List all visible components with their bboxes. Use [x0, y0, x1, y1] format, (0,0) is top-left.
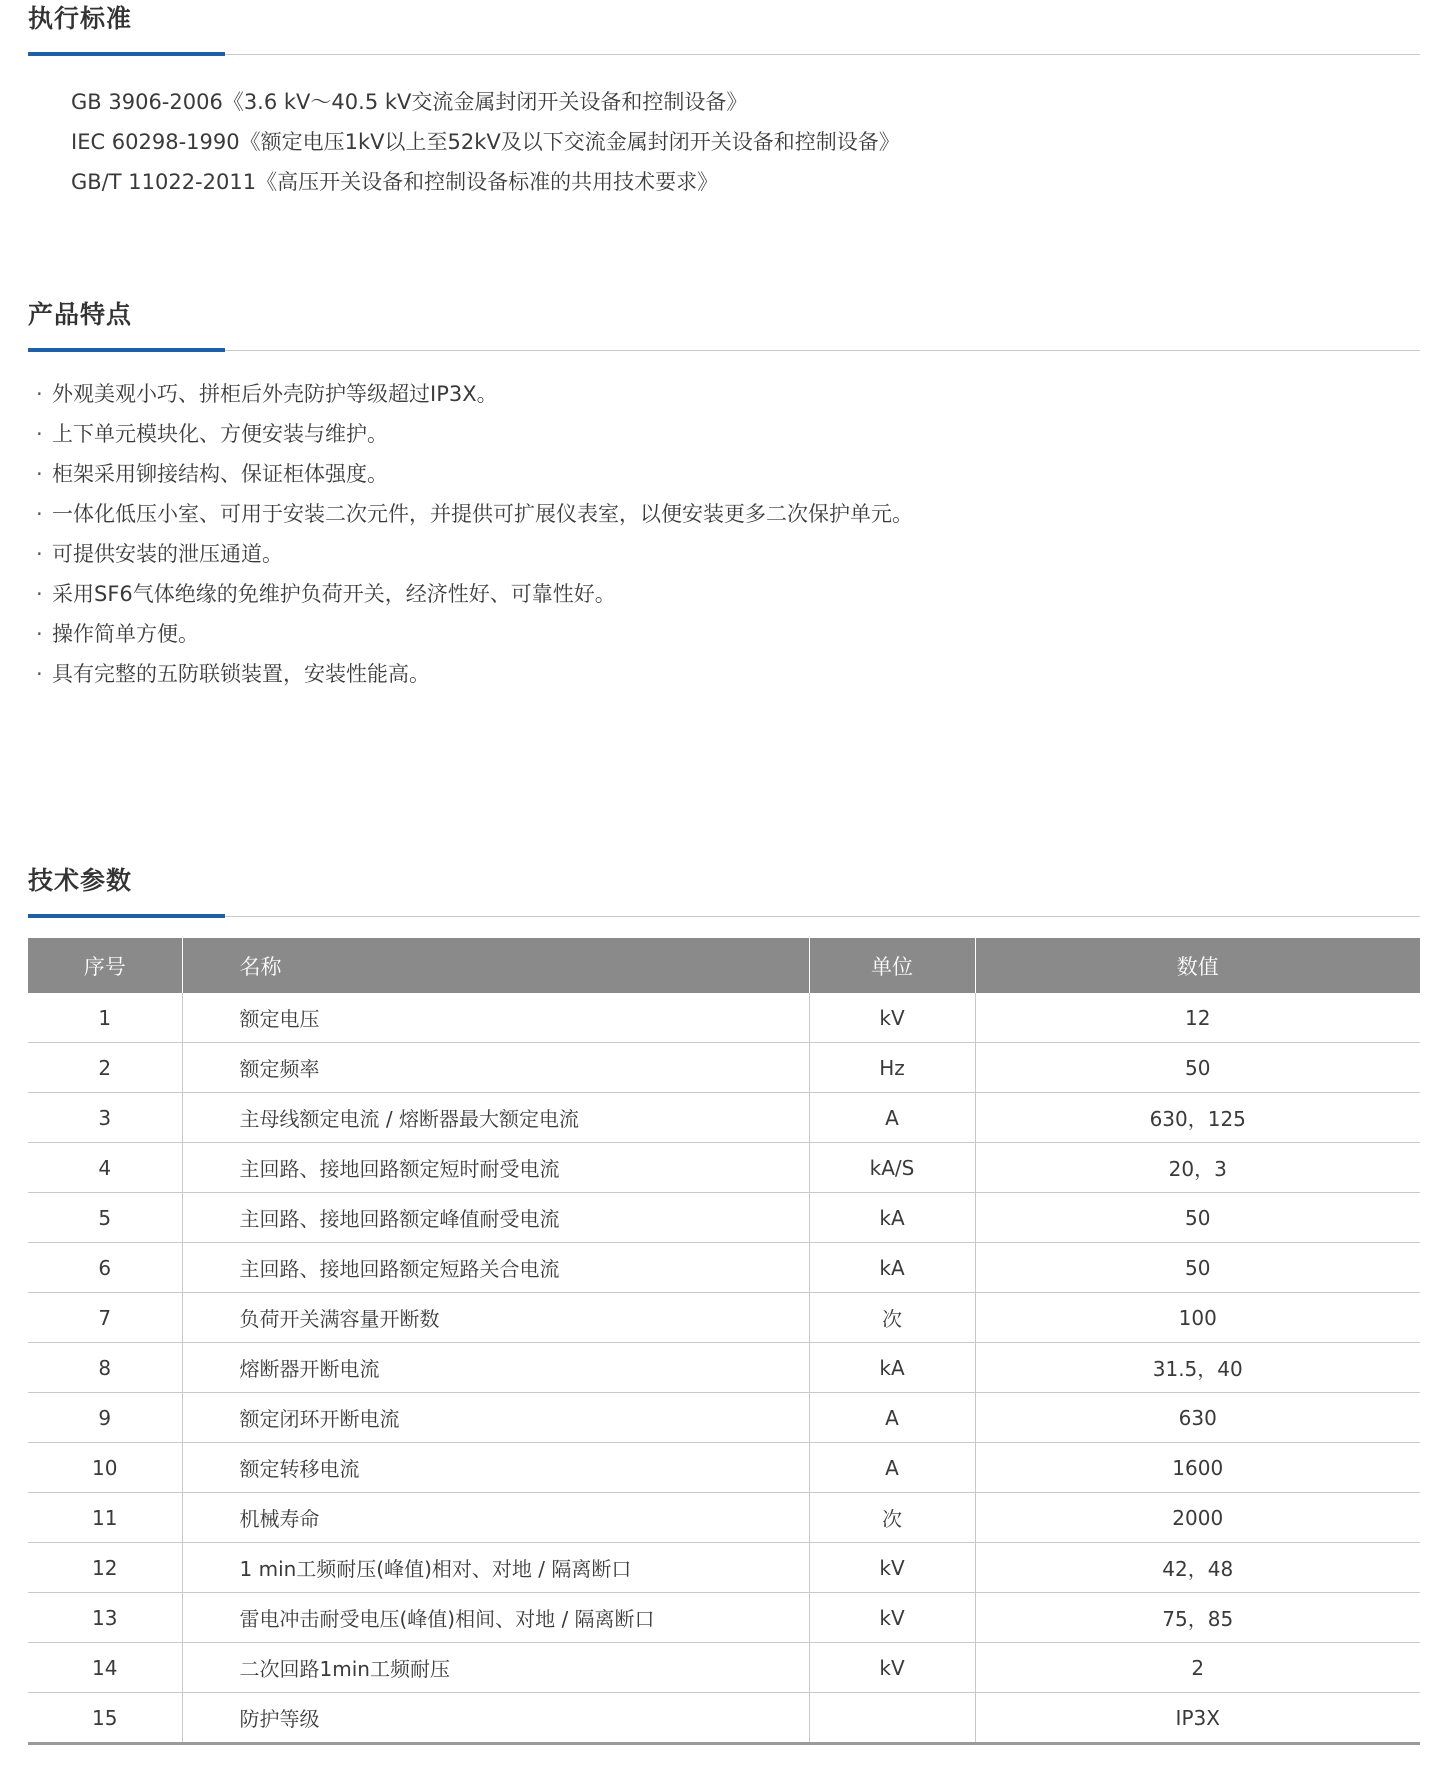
bullet-icon: ·	[36, 502, 43, 526]
cell-unit: A	[809, 1443, 975, 1493]
cell-value: 2	[975, 1643, 1420, 1693]
cell-no: 6	[28, 1243, 182, 1293]
standards-section	[28, 0, 1420, 194]
bullet-icon: ·	[36, 662, 43, 686]
cell-no: 13	[28, 1593, 182, 1643]
table-row	[28, 1193, 1420, 1243]
feature-item	[36, 614, 913, 654]
cell-name: 主母线额定电流 / 熔断器最大额定电流	[182, 1093, 809, 1143]
cell-unit: kV	[809, 1643, 975, 1693]
bullet-icon: ·	[36, 462, 43, 486]
cell-value: 50	[975, 1193, 1420, 1243]
cell-name: 防护等级	[182, 1693, 809, 1744]
feature-text: 操作简单方便。	[52, 622, 199, 646]
feature-text: 外观美观小巧、拼柜后外壳防护等级超过IP3X。	[52, 382, 498, 406]
table-row	[28, 1443, 1420, 1493]
feature-text: 上下单元模块化、方便安装与维护。	[52, 422, 388, 446]
cell-name: 额定转移电流	[182, 1443, 809, 1493]
cell-unit: kV	[809, 1593, 975, 1643]
cell-value: 2000	[975, 1493, 1420, 1543]
params-section	[28, 862, 1420, 1731]
cell-name: 机械寿命	[182, 1493, 809, 1543]
cell-unit: Hz	[809, 1043, 975, 1093]
cell-value: 75，85	[975, 1593, 1420, 1643]
table-row	[28, 1043, 1420, 1093]
features-section	[28, 296, 1420, 686]
standard-item: GB/T 11022-2011《高压开关设备和控制设备标准的共用技术要求》	[71, 170, 719, 194]
cell-unit: A	[809, 1093, 975, 1143]
cell-value: 100	[975, 1293, 1420, 1343]
cell-value: 31.5，40	[975, 1343, 1420, 1393]
cell-name: 熔断器开断电流	[182, 1343, 809, 1393]
table-row	[28, 1243, 1420, 1293]
table-row	[28, 1593, 1420, 1643]
header-no: 序号	[28, 938, 182, 993]
header-name: 名称	[182, 938, 809, 993]
cell-unit: A	[809, 1393, 975, 1443]
table-row	[28, 1643, 1420, 1693]
title-accent-bar	[28, 914, 225, 918]
cell-name: 1 min工频耐压(峰值)相对、对地 / 隔离断口	[182, 1543, 809, 1593]
feature-item	[36, 454, 913, 494]
cell-name: 主回路、接地回路额定短时耐受电流	[182, 1143, 809, 1193]
table-row	[28, 993, 1420, 1043]
cell-no: 7	[28, 1293, 182, 1343]
feature-item	[36, 654, 913, 694]
cell-value: IP3X	[975, 1693, 1420, 1744]
cell-name: 主回路、接地回路额定峰值耐受电流	[182, 1193, 809, 1243]
features-list	[36, 374, 913, 694]
table-row	[28, 1393, 1420, 1443]
cell-no: 8	[28, 1343, 182, 1393]
cell-value: 42，48	[975, 1543, 1420, 1593]
standard-item: GB 3906-2006《3.6 kV～40.5 kV交流金属封闭开关设备和控制设备》	[71, 90, 748, 114]
cell-no: 5	[28, 1193, 182, 1243]
bullet-icon: ·	[36, 542, 43, 566]
cell-value: 1600	[975, 1443, 1420, 1493]
cell-name: 额定电压	[182, 993, 809, 1043]
cell-name: 额定闭环开断电流	[182, 1393, 809, 1443]
cell-no: 2	[28, 1043, 182, 1093]
cell-value: 630	[975, 1393, 1420, 1443]
cell-unit	[809, 1693, 975, 1744]
cell-unit: kV	[809, 993, 975, 1043]
section-title: 技术参数	[28, 866, 133, 895]
header-value: 数值	[975, 938, 1420, 993]
cell-no: 15	[28, 1693, 182, 1744]
feature-item	[36, 494, 913, 534]
standard-item: IEC 60298-1990《额定电压1kV以上至52kV及以下交流金属封闭开关设备和控制设备》	[71, 130, 900, 154]
table-row	[28, 1493, 1420, 1543]
cell-value: 20，3	[975, 1143, 1420, 1193]
cell-value: 12	[975, 993, 1420, 1043]
header-unit: 单位	[809, 938, 975, 993]
feature-item	[36, 574, 913, 614]
cell-value: 50	[975, 1043, 1420, 1093]
table-body	[28, 993, 1420, 1744]
params-header	[28, 862, 1420, 917]
feature-text: 柜架采用铆接结构、保证柜体强度。	[52, 462, 388, 486]
cell-unit: kA	[809, 1193, 975, 1243]
cell-name: 负荷开关满容量开断数	[182, 1293, 809, 1343]
cell-unit: kA/S	[809, 1143, 975, 1193]
table-row	[28, 1543, 1420, 1593]
feature-item	[36, 414, 913, 454]
feature-text: 采用SF6气体绝缘的免维护负荷开关，经济性好、可靠性好。	[52, 582, 616, 606]
cell-name: 二次回路1min工频耐压	[182, 1643, 809, 1693]
section-title: 执行标准	[28, 4, 133, 33]
cell-unit: 次	[809, 1493, 975, 1543]
cell-no: 10	[28, 1443, 182, 1493]
standards-list	[71, 82, 900, 202]
table-header-row	[28, 938, 1420, 993]
cell-name: 额定频率	[182, 1043, 809, 1093]
title-accent-bar	[28, 348, 225, 352]
feature-item	[36, 374, 913, 414]
cell-unit: kA	[809, 1343, 975, 1393]
cell-unit: kV	[809, 1543, 975, 1593]
table-row	[28, 1293, 1420, 1343]
cell-no: 4	[28, 1143, 182, 1193]
cell-no: 12	[28, 1543, 182, 1593]
table-row	[28, 1093, 1420, 1143]
feature-text: 可提供安装的泄压通道。	[52, 542, 283, 566]
cell-name: 主回路、接地回路额定短路关合电流	[182, 1243, 809, 1293]
features-header	[28, 296, 1420, 351]
bullet-icon: ·	[36, 382, 43, 406]
cell-value: 630，125	[975, 1093, 1420, 1143]
table-row	[28, 1343, 1420, 1393]
cell-unit: 次	[809, 1293, 975, 1343]
cell-no: 9	[28, 1393, 182, 1443]
cell-name: 雷电冲击耐受电压(峰值)相间、对地 / 隔离断口	[182, 1593, 809, 1643]
bullet-icon: ·	[36, 582, 43, 606]
table-row	[28, 1693, 1420, 1744]
section-title: 产品特点	[28, 300, 133, 329]
params-table	[28, 938, 1420, 1745]
feature-item	[36, 534, 913, 574]
table-row	[28, 1143, 1420, 1193]
title-accent-bar	[28, 52, 225, 56]
standards-header	[28, 0, 1420, 55]
cell-value: 50	[975, 1243, 1420, 1293]
feature-text: 一体化低压小室、可用于安装二次元件，并提供可扩展仪表室，以便安装更多二次保护单元。	[52, 502, 913, 526]
feature-text: 具有完整的五防联锁装置，安装性能高。	[52, 662, 430, 686]
bullet-icon: ·	[36, 622, 43, 646]
cell-no: 1	[28, 993, 182, 1043]
bullet-icon: ·	[36, 422, 43, 446]
cell-no: 3	[28, 1093, 182, 1143]
cell-unit: kA	[809, 1243, 975, 1293]
cell-no: 11	[28, 1493, 182, 1543]
cell-no: 14	[28, 1643, 182, 1693]
